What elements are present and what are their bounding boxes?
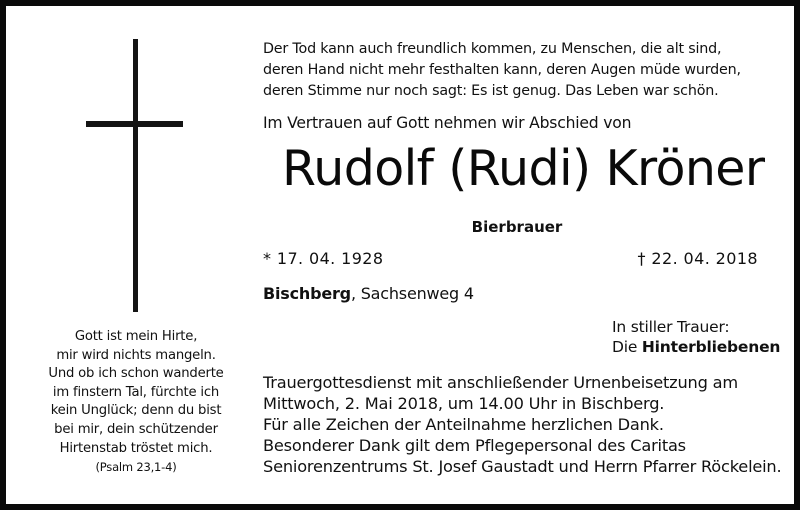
deceased-name: Rudolf (Rudi) Kröner bbox=[282, 140, 765, 197]
cross-vertical-bar bbox=[133, 39, 138, 312]
service-line: Trauergottesdienst mit anschließender Urnenbeisetzung am bbox=[263, 373, 738, 392]
cross-horizontal-bar bbox=[86, 121, 183, 127]
birth-date: * 17. 04. 1928 bbox=[263, 249, 384, 268]
service-info bbox=[263, 372, 781, 477]
mourners-prefix: Die bbox=[612, 338, 642, 356]
opening-quote bbox=[263, 39, 741, 102]
psalm-line: Hirtenstab tröstet mich. bbox=[59, 440, 213, 456]
address bbox=[263, 284, 474, 304]
profession: Bierbrauer bbox=[471, 218, 563, 236]
mourners-name: Hinterbliebenen bbox=[641, 338, 781, 356]
psalm-line: Und ob ich schon wanderte bbox=[48, 366, 224, 382]
psalm-reference: (Psalm 23,1-4) bbox=[95, 460, 177, 475]
psalm-line: bei mir, dein schützender bbox=[54, 421, 218, 437]
death-date: † 22. 04. 2018 bbox=[637, 249, 758, 268]
service-line: Besonderer Dank gilt dem Pflegepersonal des Caritas bbox=[263, 436, 686, 455]
intro-text: Im Vertrauen auf Gott nehmen wir Abschied von bbox=[263, 114, 632, 132]
mourners bbox=[612, 317, 780, 357]
mourners-line: In stiller Trauer: bbox=[612, 318, 730, 336]
address-street: , Sachsenweg 4 bbox=[350, 284, 474, 303]
address-town: Bischberg bbox=[263, 284, 351, 303]
mourners-signature bbox=[612, 337, 780, 357]
quote-line: deren Stimme nur noch sagt: Es ist genug. Das Leben war schön. bbox=[263, 83, 719, 99]
psalm-quote bbox=[26, 328, 246, 477]
psalm-line: mir wird nichts mangeln. bbox=[56, 347, 216, 363]
psalm-line: kein Unglück; denn du bist bbox=[50, 403, 222, 419]
quote-line: Der Tod kann auch freundlich kommen, zu Menschen, die alt sind, bbox=[263, 41, 722, 57]
psalm-line: Gott ist mein Hirte, bbox=[74, 329, 198, 344]
quote-line: deren Hand nicht mehr festhalten kann, deren Augen müde wurden, bbox=[263, 62, 741, 78]
service-line: Für alle Zeichen der Anteilnahme herzlichen Dank. bbox=[263, 415, 664, 434]
service-line: Seniorenzentrums St. Josef Gaustadt und Herrn Pfarrer Röckelein. bbox=[263, 457, 782, 476]
psalm-line: im finstern Tal, fürchte ich bbox=[52, 384, 220, 400]
service-line: Mittwoch, 2. Mai 2018, um 14.00 Uhr in Bischberg. bbox=[263, 394, 665, 413]
